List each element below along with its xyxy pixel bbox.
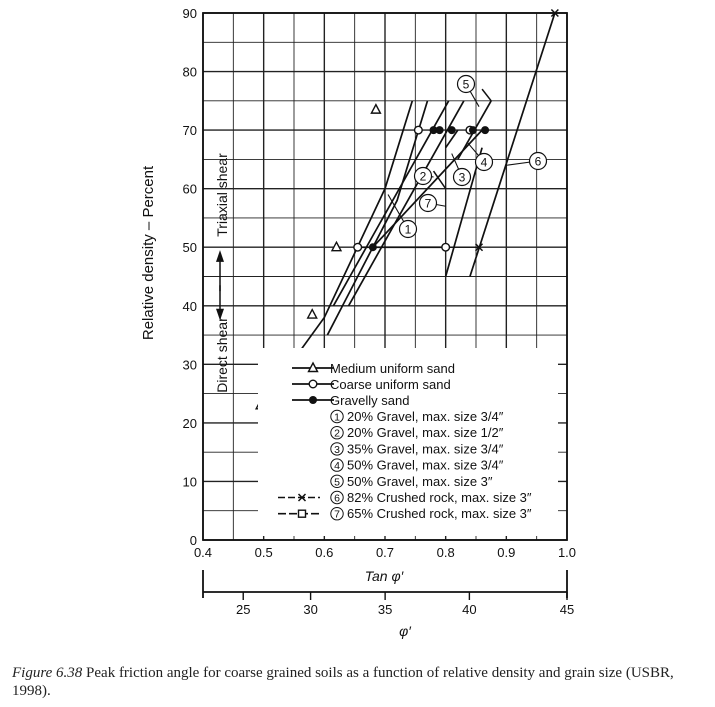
legend-square-icon	[299, 510, 306, 517]
curve-label-2: 2	[419, 169, 427, 184]
curve-label-7: 7	[424, 196, 432, 211]
triangle-marker	[308, 310, 317, 319]
dot-marker	[481, 126, 489, 134]
legend-circle-icon	[309, 380, 317, 388]
y-tick-label: 70	[182, 123, 197, 139]
y-tick-label: 60	[182, 181, 197, 197]
x-tick-label: 0.5	[254, 545, 273, 560]
legend-num: 5	[334, 476, 340, 489]
y-tick-label: 80	[182, 64, 197, 80]
triangle-marker	[371, 105, 380, 114]
x-tick-label: 0.6	[315, 545, 334, 560]
legend-num: 6	[334, 492, 340, 505]
figure-caption	[12, 664, 712, 700]
triaxial-shear-label: Triaxial shear	[214, 153, 230, 237]
curve-5-bracket	[482, 89, 491, 101]
phi-tick-label: 40	[462, 602, 477, 617]
x-tick-label: 0.4	[193, 545, 213, 560]
legend-entry: 20% Gravel, max. size 1/2″	[347, 425, 504, 441]
y-tick-label: 10	[182, 474, 197, 490]
legend-entry: 82% Crushed rock, max. size 3″	[347, 490, 532, 505]
x-tick-label: 0.8	[436, 545, 455, 560]
phi-tick-label: 35	[377, 602, 393, 617]
direct-shear-label: Direct shear	[214, 317, 230, 393]
legend-num: 2	[334, 427, 340, 440]
phi-axis-title: φ′	[399, 623, 411, 639]
legend-entry: Coarse uniform sand	[330, 377, 451, 392]
legend-entry: 65% Crushed rock, max. size 3″	[347, 506, 532, 522]
x-tick-label: 1.0	[557, 545, 577, 560]
legend-num: 3	[334, 443, 340, 456]
legend-num: 1	[334, 411, 340, 424]
curve-c6	[470, 13, 555, 277]
arrow-up-icon	[216, 250, 224, 262]
y-tick-label: 40	[182, 298, 197, 314]
curve-label-4: 4	[480, 155, 488, 170]
curve-label-3: 3	[458, 170, 466, 185]
y-tick-label: 0	[189, 533, 197, 548]
x-tick-label: 0.9	[497, 545, 516, 560]
x-axis-title: Tan φ′	[364, 568, 404, 584]
figure-caption-text: Peak friction angle for coarse grained soils as a function of relative density and grain size (USBR, 1998).	[12, 665, 674, 699]
legend-num: 4	[334, 460, 340, 473]
y-tick-label: 90	[182, 6, 197, 21]
y-tick-label: 20	[182, 415, 197, 431]
circle-marker	[415, 126, 423, 134]
legend-entry: 50% Gravel, max. size 3″	[347, 473, 493, 489]
legend-entry: 50% Gravel, max. size 3/4″	[347, 457, 504, 473]
legend-entry: 20% Gravel, max. size 3/4″	[347, 409, 504, 424]
curve-label-6: 6	[534, 154, 542, 169]
curve-labels	[388, 76, 546, 238]
phi-tick-label: 45	[559, 602, 575, 617]
legend-entry: 35% Gravel, max. size 3/4″	[347, 441, 504, 457]
legend-dot-icon	[309, 396, 317, 404]
legend-entry: Medium uniform sand	[330, 361, 455, 376]
dot-marker	[369, 243, 377, 251]
curve-label-5: 5	[462, 77, 470, 92]
figure-number: Figure 6.38	[12, 665, 83, 681]
circle-marker	[442, 243, 450, 251]
dot-marker	[436, 126, 444, 134]
y-tick-label: 50	[182, 240, 197, 256]
dot-marker	[448, 126, 456, 134]
phi-tick-label: 30	[303, 602, 318, 617]
legend	[258, 348, 558, 536]
dot-marker	[469, 126, 477, 134]
y-tick-label: 30	[182, 357, 197, 373]
curve-label-1: 1	[404, 222, 412, 237]
triangle-marker	[332, 242, 341, 251]
legend-entry: Gravelly sand	[330, 393, 410, 408]
y-axis-title: Relative density – Percent	[140, 165, 157, 341]
x-tick-label: 0.7	[375, 545, 395, 560]
phi-tick-label: 25	[235, 602, 251, 617]
legend-num: 7	[334, 508, 340, 521]
circle-marker	[354, 243, 362, 251]
